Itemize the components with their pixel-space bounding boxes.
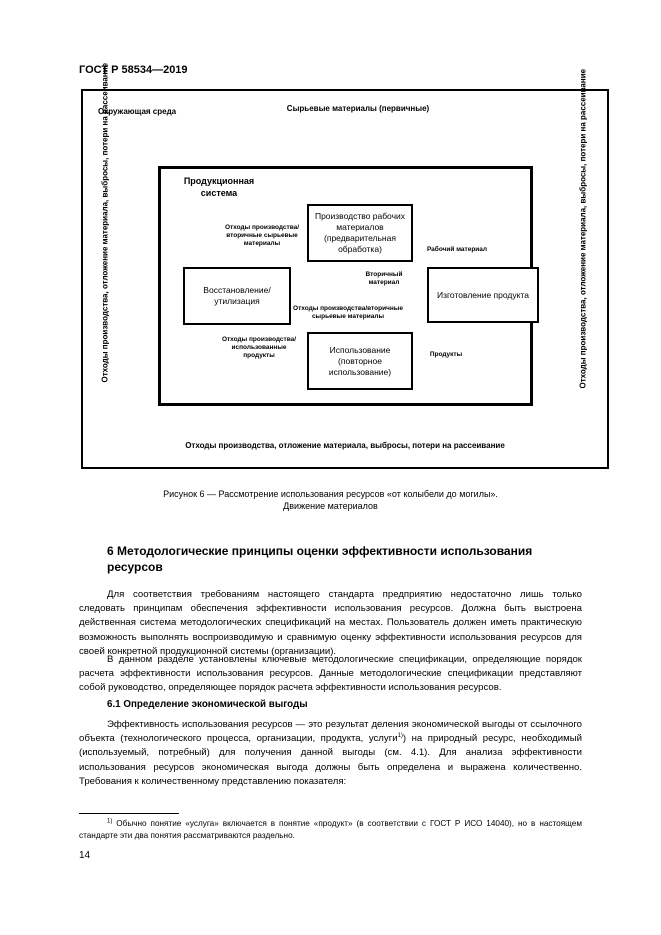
recovery-box-text: Восстановление/ утилизация xyxy=(203,285,271,306)
waste-used-products-label: Отходы производства/ использованные продукты xyxy=(221,336,297,359)
secondary-material-label: Вторичный материал xyxy=(365,271,403,286)
section-6-1-paragraph xyxy=(79,718,582,789)
recovery-box xyxy=(183,267,291,325)
waste-secondary-materials-label: Отходы производства/вторичные сырьевые материалы xyxy=(293,305,403,320)
right-waste-label: Отходы производства, отложение материала, выбросы, потери на рассеивание xyxy=(578,68,588,389)
paragraph-text-start: Эффективность использования ресурсов — это результат деления экономической выгоды от ссылочного объекта (технологического процесса, организации, продукта, услуги xyxy=(79,719,582,745)
page-number: 14 xyxy=(79,850,91,861)
footnote-separator xyxy=(79,813,179,814)
production-system-box xyxy=(158,166,533,406)
section-6-paragraph-1: Для соответствия требованиям настоящего стандарта предприятию недостаточно лишь только следовать принципам обеспечения эффективности использования ресурсов. Должна быть выстроена действенная система методологических спецификаций на местах. Пользователь должен иметь практическую возможность выполнять воспроизводимую и сравнимую оценку эффективности использования ресурсов для своей конкретной продукционной системы (организации). xyxy=(79,589,582,657)
production-box-text: Производство рабочих материалов (предварительная обработка) xyxy=(314,211,406,254)
section-6-heading: 6 Методологические принципы оценки эффективности использования ресурсов xyxy=(107,544,533,574)
caption-line-1: Рисунок 6 — Рассмотрение использования ресурсов «от колыбели до могилы». xyxy=(163,489,498,499)
document-header: ГОСТ Р 58534—2019 xyxy=(79,64,188,76)
use-box xyxy=(307,332,413,390)
waste-secondary-raw-label: Отходы производства/ вторичные сырьевые материалы xyxy=(224,224,300,247)
production-box xyxy=(307,204,413,262)
footnote xyxy=(79,818,582,842)
working-material-label: Рабочий материал xyxy=(426,246,488,253)
raw-materials-label: Сырьевые материалы (первичные) xyxy=(286,104,430,113)
left-waste-label: Отходы производства, отложение материала, выбросы, потери на рассеивание xyxy=(100,62,110,383)
footnote-text: Обычно понятие «услуга» включается в понятие «продукт» (в соответствии с ГОСТ Р ИСО 14040), но в настоящем стандарте эти два понятия рассматриваются раздельно. xyxy=(79,819,582,840)
section-6-paragraph-2: В данном разделе установлены ключевые методологические спецификации, определяющие порядок расчета эффективности использования ресурсов. Данные методологические спецификации представляют собой руководство, определяющее порядок расчета эффективности использования ресурсов. xyxy=(79,654,582,694)
paragraph-text-end: ) на природный ресурс, необходимый (используемый, потребный) для получения данной выгоды (см. 4.1). Для анализа эффективности использования ресурсов экономическая выгода должны быть определена и выражена количественно. Требования к количественному представлению показателя: xyxy=(79,733,582,787)
environment-label: Окружающая среда xyxy=(98,107,177,116)
figure-caption xyxy=(0,488,661,512)
bottom-waste-label: Отходы производства, отложение материала, выбросы, потери на рассеивание xyxy=(185,441,505,450)
production-system-title: Продукционная система xyxy=(183,176,255,198)
caption-line-2: Движение материалов xyxy=(283,501,378,511)
footnote-mark: 1) xyxy=(107,818,113,825)
use-box-text: Использование (повторное использование) xyxy=(328,344,392,377)
footnote-ref[interactable]: 1) xyxy=(397,733,403,740)
section-6-1-heading: 6.1 Определение экономической выгоды xyxy=(107,699,308,710)
products-label: Продукты xyxy=(429,351,463,358)
manufacturing-box xyxy=(427,267,539,323)
manufacturing-box-text: Изготовление продукта xyxy=(437,289,529,300)
